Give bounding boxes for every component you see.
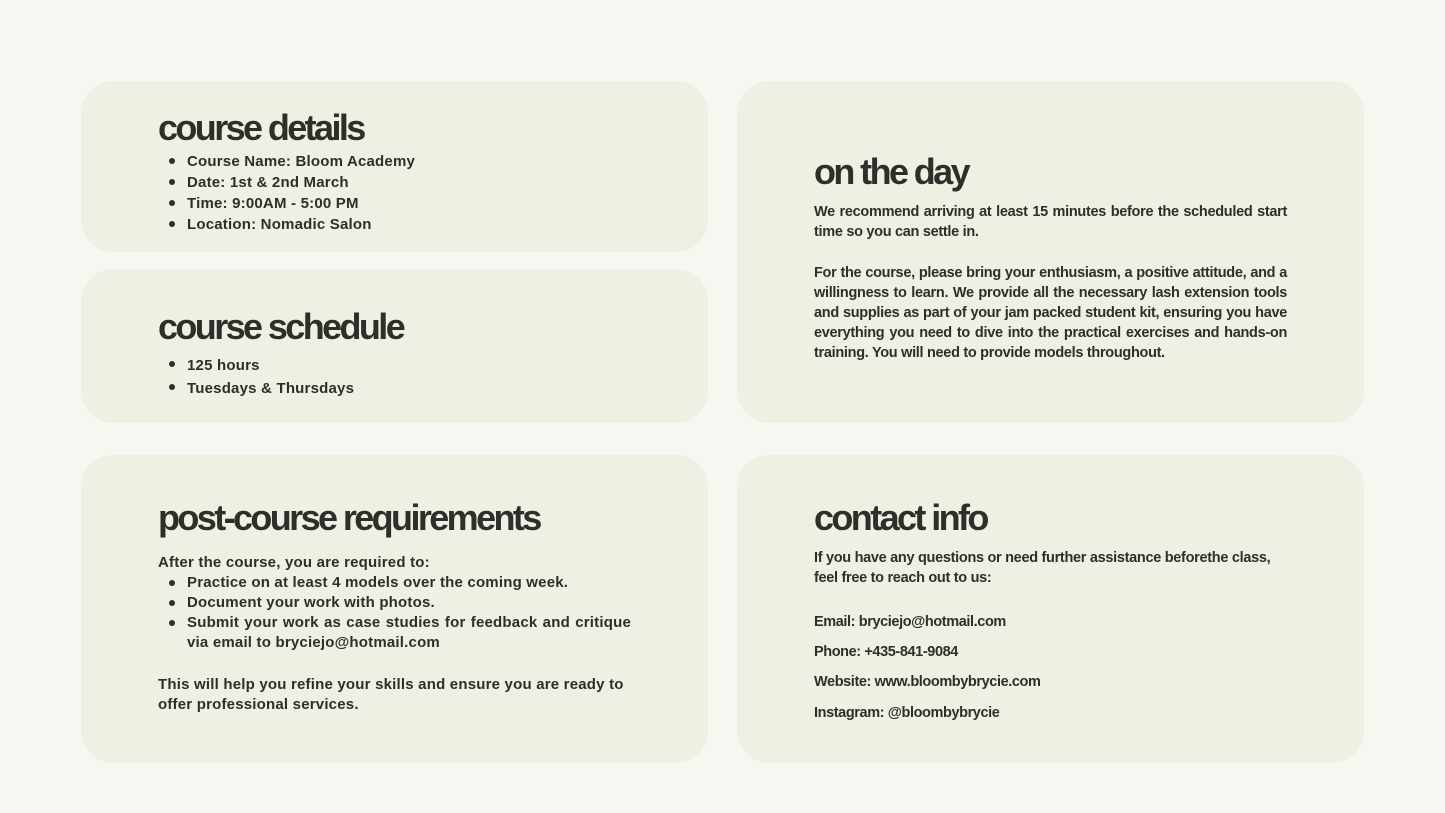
on-the-day-title: on the day (814, 151, 969, 192)
list-item: Practice on at least 4 models over the coming week. (158, 573, 631, 593)
list-item: Document your work with photos. (158, 593, 631, 613)
contact-email[interactable]: Email: bryciejo@hotmail.com (814, 614, 1006, 630)
contact-info-title: contact info (814, 497, 987, 538)
course-schedule-title: course schedule (158, 306, 404, 347)
course-schedule-card (81, 269, 708, 423)
post-course-title: post-course requirements (158, 497, 540, 538)
contact-info-intro: If you have any questions or need further assistance beforethe class, feel free to reach out to us: (814, 550, 1271, 586)
post-course-outro: This will help you refine your skills and ensure you are ready to offer professional services. (158, 676, 624, 713)
post-course-list (158, 573, 631, 653)
list-item: Date: 1st & 2nd March (158, 172, 415, 193)
contact-website[interactable]: Website: www.bloombybrycie.com (814, 674, 1041, 690)
post-course-intro: After the course, you are required to: (158, 554, 430, 571)
on-the-day-paragraph-1: We recommend arriving at least 15 minutes before the scheduled start time so you can settle in. (814, 204, 1287, 240)
contact-phone[interactable]: Phone: +435-841-9084 (814, 644, 958, 660)
list-item: Submit your work as case studies for feedback and critique via email to bryciejo@hotmail.com (158, 613, 631, 653)
list-item: Location: Nomadic Salon (158, 214, 415, 235)
course-schedule-list (158, 354, 354, 400)
course-details-title: course details (158, 107, 364, 148)
contact-info-card (737, 455, 1364, 763)
list-item: 125 hours (158, 354, 354, 377)
list-item: Course Name: Bloom Academy (158, 151, 415, 172)
list-item: Time: 9:00AM - 5:00 PM (158, 193, 415, 214)
on-the-day-card (737, 81, 1364, 423)
contact-instagram[interactable]: Instagram: @bloombybrycie (814, 705, 1000, 721)
post-course-card (81, 455, 708, 763)
on-the-day-paragraph-2: For the course, please bring your enthusiasm, a positive attitude, and a willingness to learn. We provide all the necessary lash extension tools and supplies as part of your jam packed student kit, ensuring you have everything you need to dive into the practical exercises and hands-on training. You will need to provide models throughout. (814, 265, 1287, 361)
course-details-list (158, 151, 415, 235)
list-item: Tuesdays & Thursdays (158, 377, 354, 400)
course-details-card (81, 81, 708, 252)
